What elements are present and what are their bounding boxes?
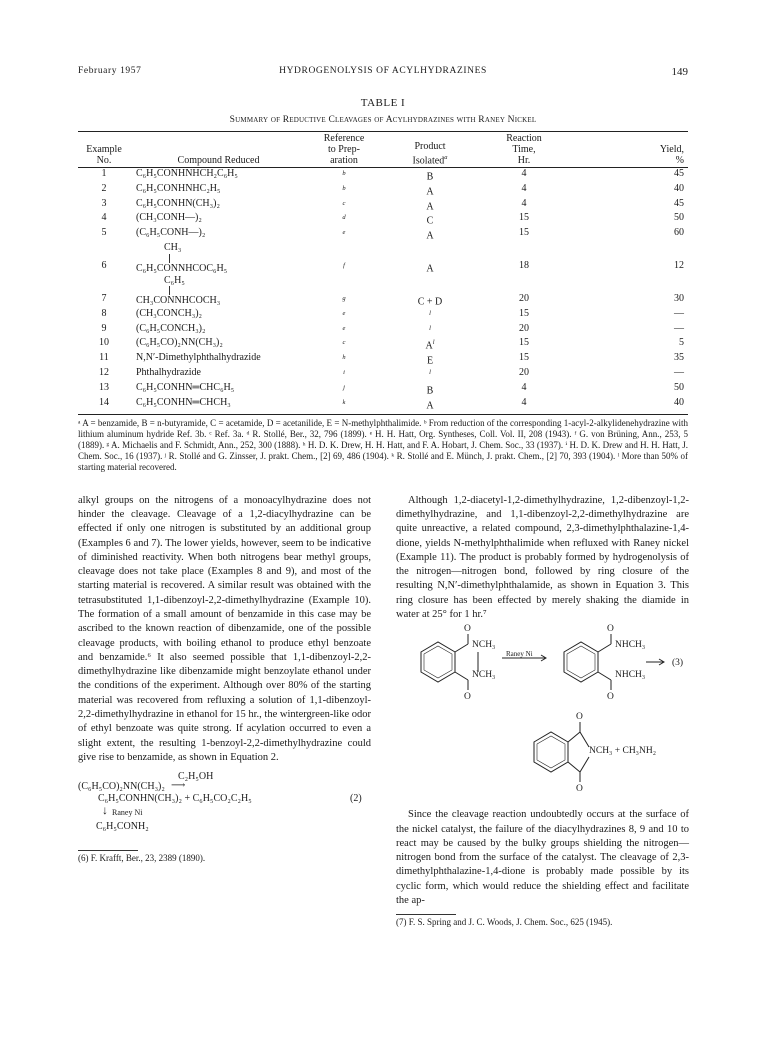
eq3-left-group-1: NCH₃: [472, 640, 496, 651]
cell-reference: e: [342, 309, 346, 317]
running-head-date: February 1957: [78, 66, 142, 76]
cell-time: 4: [521, 197, 527, 209]
cell-yield: —: [674, 322, 684, 334]
cell-time: 15: [519, 212, 529, 224]
cell-product: A: [426, 263, 434, 275]
cell-compound: C₆H₅ CH₃CONNHCOCH₃: [130, 275, 303, 308]
compound-substituent: C₆H₅: [164, 274, 185, 286]
cell-product: B: [426, 171, 434, 183]
cell-yield: 60: [674, 227, 684, 239]
cell-compound: (CH₃CONCH₃)₂: [136, 307, 203, 319]
cell-yield: 50: [674, 381, 684, 393]
footnote-rule: [396, 914, 456, 915]
cell-reference: e: [342, 229, 346, 237]
cell-product: l: [429, 309, 431, 317]
cell-example-no: 5: [101, 227, 107, 239]
table-row: [78, 397, 688, 414]
cell-reference: c: [342, 339, 346, 347]
cell-product: l: [429, 369, 431, 377]
cell-yield: 35: [674, 352, 684, 364]
left-paragraph: alkyl groups on the nitrogens of a monoacylhydrazine does not hinder the cleavage. Cleavage of a 1,2-diacylhydrazine can be effected if only one nitrogen is substituted by an additional group (Examples 6 and 7). The lower yields, however, seem to be indicative of diminished reactivity. When both nitrogens bear methyl groups, cleavage does not take place (Examples 8 and 9), and most of the starting material is recovered. A similar result was obtained with the tetrasubstituted 1,1-dibenzoyl-2,2-dimethylhydrazine (Example 10). The formation of a small amount of benzamide in this case may be ascribed to the known reaction of dibenzamide, one of the possible cleavage products, with boiling ethanol to produce ethyl benzoate and benzamide.⁶ It also seemed possible that 1,1-dibenzoyl-2,2-dimethylhydrazine like dibenzamide might benzoylate ethanol under the conditions of the experiment. Although over 80% of the starting material was recovered from refluxing a solution of 1,1-dibenzoyl-2,2-dimethylhydrazine in ethanol for 15 hr., the wintergreen-like odor of ethyl benzoate was quite strong. If acylation occurred to even a slight extent, the resulting 1-benzoyl-2,2-dimethylhydrazine could give rise to benzamide, as shown in Equation 2.: [78, 494, 371, 763]
cell-example-no: 4: [101, 212, 107, 224]
table-row: [78, 212, 688, 227]
eq2-final: C₆H₅CONH₂: [96, 821, 149, 833]
bond-line: [136, 286, 301, 295]
cell-compound: C₆H₅CONHN═CHCH₃: [130, 397, 303, 414]
cell-compound: (C₆H₅CO)₂NN(CH₃)₂: [136, 337, 223, 349]
cell-compound: C₆H₅CONHN═CHC₆H₅: [136, 381, 235, 393]
cell-product: B: [426, 385, 434, 397]
table-row: [78, 168, 688, 183]
cell-time: 4: [521, 168, 527, 179]
cell-yield: 45: [674, 168, 684, 179]
cell-product: C: [426, 215, 434, 227]
header-reference: Reference to Prep- aration: [303, 132, 385, 168]
header-product: Product Isolated$^a$: [385, 132, 475, 168]
cell-product: E: [426, 355, 434, 367]
bottom-benzene-ring: [534, 732, 568, 772]
bond-line: [136, 254, 301, 263]
table-row: [78, 198, 688, 213]
cell-example-no: 12: [99, 367, 109, 379]
left-footnote: (6) F. Krafft, Ber., 23, 2389 (1890).: [78, 853, 206, 864]
eq3-right-group-2: NHCH₃: [615, 670, 646, 681]
cell-example-no: 6: [101, 260, 107, 272]
cell-time: 15: [519, 307, 529, 319]
cell-product: A: [426, 186, 434, 198]
table-header-row: [78, 132, 688, 168]
cell-reference: k: [303, 397, 385, 414]
table-footnotes: ᵃ A = benzamide, B = n-butyramide, C = acetamide, D = acetanilide, E = N-methylphthalimide. ᵇ From reduction of the corresponding 1-acyl-2-alkylidenehydrazine with lithium aluminum hydride Ref. 3b. ᶜ Ref. 3a. ᵈ R. Stollé, Ber., 32, 796 (1899). ᵉ H. H. Hatt, Org. Syntheses, Coll. Vol. II, 208 (1943). ᶠ G. von Brüning, Ann., 253, 5 (1889). ᵍ A. Michaelis and F. Schmidt, Ann., 252, 300 (1888). ʰ H. D. K. Drew, H. H. Hatt, and F. A. Hobart, J. Chem. Soc., 33 (1937). ⁱ H. D. K. Drew and H. H. Hatt, J. Chem. Soc., 16 (1937). ʲ R. Stollé and G. Zinsser, J. prakt. Chem., [2] 69, 486 (1904). ᵏ R. Stollé and E. Münch, J. prakt. Chem., [2] 70, 393 (1904). ˡ More than 50% of starting material recovered.: [78, 417, 688, 473]
cell-reference: h: [342, 354, 346, 362]
cell-reference: f: [343, 262, 345, 270]
cell-example-no: 7: [101, 292, 107, 304]
cell-reference: i: [343, 369, 345, 377]
equation-3: [396, 624, 689, 808]
cell-time: 15: [519, 352, 529, 364]
cell-product: A: [385, 397, 475, 414]
right-footnote: (7) F. S. Spring and J. C. Woods, J. Chem. Soc., 625 (1945).: [396, 917, 613, 928]
cell-example-no: 3: [101, 197, 107, 209]
cell-yield: —: [674, 367, 684, 379]
cell-reference: b: [342, 184, 346, 192]
cell-example-no: 9: [101, 322, 107, 334]
cell-time: 18: [519, 260, 529, 272]
cell-reference: b: [342, 170, 346, 177]
cell-example-no: 14: [78, 397, 130, 414]
table-row: [78, 242, 688, 275]
left-column: [78, 494, 371, 865]
cell-time: 15: [519, 227, 529, 239]
table-row: [78, 275, 688, 308]
table-row: [78, 382, 688, 397]
cell-example-no: 10: [99, 337, 109, 349]
cell-yield: 40: [674, 182, 684, 194]
eq3-product-group: NCH₃ + CH₃NH₂: [589, 746, 657, 757]
running-head-title: HYDROGENOLYSIS OF ACYLHYDRAZINES: [279, 66, 487, 76]
eq3-o-top-product: O: [576, 712, 583, 723]
eq3-reagent: Raney Ni: [506, 650, 533, 659]
cell-product: A: [426, 200, 434, 212]
cell-compound: (C₆H₅CONCH₃)₂: [136, 322, 206, 334]
cell-example-no: 2: [101, 182, 107, 194]
cell-compound: C₆H₅CONHNHC₂H₅: [136, 182, 221, 194]
table-row: [78, 367, 688, 382]
eq2-arrow: ⟶: [171, 780, 186, 792]
cell-yield: 12: [674, 260, 684, 272]
table-row: [78, 337, 688, 352]
cell-compound: C₆H₅CONHN(CH₃)₂: [136, 197, 220, 209]
cell-reference: g: [342, 294, 346, 302]
cell-yield: —: [674, 307, 684, 319]
cell-reference: d: [342, 214, 346, 222]
eq2-reactant: (C₆H₅CO)₂NN(CH₃)₂: [78, 781, 165, 793]
eq3-right-group-1: NHCH₃: [615, 640, 646, 651]
cell-yield: 40: [573, 397, 688, 414]
right-paragraph-1: Although 1,2-diacetyl-1,2-dimethylhydrazine, 1,2-dibenzoyl-1,2-dimethylhydrazine, and 1,1-dibenzoyl-2,2-dimethylhydrazine are quite unreactive, a related compound, 2,3-dimethylphthalazine-1,4-dione, yields N-methylphthalimide when refluxed with Raney nickel (Example 11). The product is probably formed by hydrogenolysis of the nitrogen—nitrogen bond, followed by ring closure of the resulting N,N′-dimethylphthalamide, as shown in Equation 3. This ring closure has been effected by merely shaking the diamide in water at 25° for 1 hr.⁷: [396, 494, 689, 620]
header-yield: Yield, %: [573, 132, 688, 168]
cell-example-no: 11: [99, 352, 109, 364]
cell-reference: e: [342, 324, 346, 332]
cell-reference: j: [343, 383, 345, 391]
eq2-down-arrow: ↓: [102, 803, 108, 818]
eq3-o-top-middle: O: [607, 624, 614, 635]
cell-time: 20: [519, 292, 529, 304]
footnote-rule: [78, 850, 138, 851]
cell-yield: 45: [674, 197, 684, 209]
cell-example-no: 1: [101, 168, 107, 179]
page-number: 149: [671, 66, 688, 78]
cell-compound: N,N′-Dimethylphthalhydrazide: [136, 352, 261, 364]
eq2-products: C₆H₅CONHN(CH₃)₂ + C₆H₅CO₂C₂H₅: [98, 793, 252, 805]
cell-reference: c: [342, 199, 346, 207]
cell-compound: (C₆H₅CONH—)₂: [136, 227, 206, 239]
eq3-o-top-left: O: [464, 624, 471, 635]
header-compound: Compound Reduced: [130, 132, 303, 168]
table-row: [78, 308, 688, 323]
cell-example-no: 8: [101, 307, 107, 319]
cell-example-no: 13: [99, 381, 109, 393]
table-caption: Summary of Reductive Cleavages of Acylhydrazines with Raney Nickel: [229, 115, 537, 125]
cell-compound: Phthalhydrazide: [136, 367, 201, 379]
middle-benzene-ring: [564, 642, 598, 682]
equation-3-structures: [396, 630, 689, 808]
cell-time: 20: [519, 322, 529, 334]
eq2-number: (2): [350, 793, 362, 805]
eq3-o-bottom-left: O: [464, 692, 471, 703]
cell-time: 4: [521, 381, 527, 393]
right-column: [396, 494, 689, 929]
cell-product: l: [429, 324, 431, 332]
running-head: [78, 66, 688, 82]
table-title: TABLE I: [360, 97, 406, 109]
eq3-number: (3): [672, 658, 684, 669]
eq2-reagent2: Raney Ni: [112, 808, 143, 818]
equation-2: [78, 770, 371, 844]
right-paragraph-2: Since the cleavage reaction undoubtedly occurs at the surface of the nickel catalyst, the failure of the diacylhydrazines 8, 9 and 10 to react may be caused by the bulky groups shielding the nitrogen—nitrogen bond from the surface of the catalyst. The cleavage of 2,3-dimethylphthalazine-1,4-dione is probably made possible by its cyclic form, which would reduce the shielding effect and facilitate the ap-: [396, 809, 689, 907]
cell-product: $A^l$: [425, 339, 435, 352]
journal-page: [78, 66, 689, 928]
cell-time: 4: [475, 397, 573, 414]
cell-yield: 30: [674, 292, 684, 304]
eq3-left-group-2: NCH₃: [472, 670, 496, 681]
header-time: Reaction Time, Hr.: [475, 132, 573, 168]
eq3-o-bottom-product: O: [576, 784, 583, 795]
cell-compound: CH₃ C₆H₅CONNHCOC₆H₅: [130, 242, 303, 275]
results-table: [78, 131, 688, 415]
cell-time: 15: [519, 337, 529, 349]
table-row: [78, 323, 688, 338]
eq2-reagent: C₂H₅OH: [178, 771, 214, 783]
table-body: [78, 168, 688, 415]
cell-compound: C₆H₅CONHNHCH₂C₆H₅: [136, 168, 238, 179]
cell-product: C + D: [417, 296, 443, 308]
header-example: Example No.: [78, 132, 130, 168]
cell-time: 4: [521, 182, 527, 194]
eq3-o-bottom-middle: O: [607, 692, 614, 703]
cell-yield: 5: [679, 337, 684, 349]
table-row: [78, 227, 688, 242]
cell-product: A: [426, 230, 434, 242]
compound-substituent: CH₃: [164, 242, 182, 254]
cell-compound: (CH₃CONH—)₂: [136, 212, 202, 224]
cell-yield: 50: [674, 212, 684, 224]
table-row: [78, 183, 688, 198]
left-benzene-ring: [421, 642, 455, 682]
table-row: [78, 352, 688, 367]
cell-time: 20: [519, 367, 529, 379]
